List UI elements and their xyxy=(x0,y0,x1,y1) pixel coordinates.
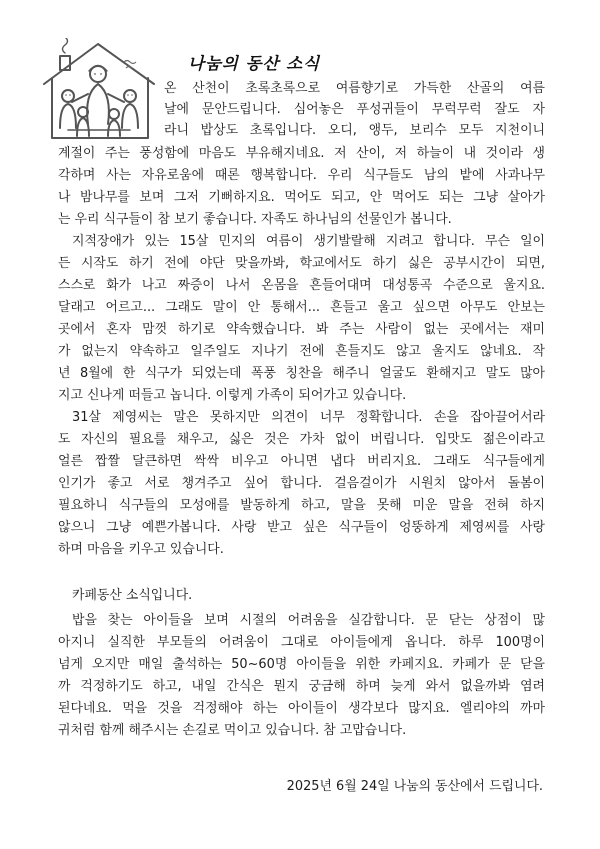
body-line: 라니 밥상도 초록입니다. 오디, 앵두, 보리수 모두 지천이니 xyxy=(164,123,545,138)
body-line: 31살 제영씨는 말은 못하지만 의견이 너무 정확합니다. 손을 잡아끌어서라 xyxy=(72,410,545,425)
body-line: 인기가 좋고 서로 챙겨주고 싶어 합니다. 걸음걸이가 시원치 않아서 돌봄이 xyxy=(58,476,545,491)
body-line: 가 없는지 약속하고 일주일도 지나기 전에 흔들지도 않고 울지도 않네요. 작 xyxy=(58,344,545,359)
body-line: 계절이 주는 풍성함에 마음도 부유해지네요. 저 산이, 저 하늘이 내 것이라 생 xyxy=(58,146,545,161)
body-line: 곳에서 혼자 맘껏 하기로 약속했습니다. 봐 주는 사람이 없는 곳에서는 재미 xyxy=(58,322,545,337)
body-line: 까 걱정하기도 하고, 내일 간식은 뭔지 궁금해 하며 늦게 와서 없을까봐 염려 xyxy=(58,679,545,694)
body-line: 스스로 화가 나고 짜증이 나서 온몸을 흔들어대며 대성통곡 수준으로 울지요. xyxy=(58,278,545,293)
body-line: 든 시작도 하기 전에 야단 맞을까봐, 학교에서도 하기 싫은 공부시간이 되면, xyxy=(58,256,545,271)
body-line: 년 8월에 한 식구가 되었는데 폭풍 칭찬을 해주니 얼굴도 환해지고 말도 많아 xyxy=(58,366,545,381)
page-title: 나눔의 동산 소식 xyxy=(188,54,321,73)
body-line: 지고 신나게 떠들고 놉니다. 이렇게 가족이 되어가고 있습니다. xyxy=(58,388,407,403)
signature-line: 2025년 6월 24일 나눔의 동산에서 드립니다. xyxy=(286,779,543,794)
body-line: 날에 문안드립니다. 심어놓은 푸성귀들이 무럭무럭 잘도 자 xyxy=(164,102,545,117)
body-line: 된다네요. 먹을 것을 걱정해야 하는 아이들이 생각보다 많지요. 엘리야의 까마 xyxy=(58,701,545,716)
body-line: 지적장애가 있는 15살 민지의 여름이 생기발랄해 지려고 합니다. 무슨 일이 xyxy=(72,234,545,249)
body-line: 넘게 오지만 매일 출석하는 50~60명 아이들을 위한 카페지요. 카페가 문 닫을 xyxy=(58,657,545,672)
body-line: 온 산천이 초록초록으로 여름향기로 가득한 산골의 여름 xyxy=(164,81,545,96)
body-line: 는 우리 식구들이 참 보기 좋습니다. 자족도 하나님의 선물인가 봅니다. xyxy=(58,212,452,227)
body-line: 않으니 그냥 예쁜가봅니다. 사랑 받고 싶은 식구들이 엉뚱하게 제영씨를 사랑 xyxy=(58,520,545,535)
house-family-icon xyxy=(38,38,160,144)
body-line: 각하며 사는 자유로움에 때론 행복합니다. 우리 식구들도 남의 밭에 사과나무 xyxy=(58,168,545,183)
body-line: 도 자신의 필요를 채우고, 싫은 것은 가차 없이 버립니다. 입맛도 젊은이라고 xyxy=(58,432,545,447)
body-line: 밥을 찾는 아이들을 보며 시절의 어려움을 실감합니다. 문 닫는 상점이 많 xyxy=(72,613,545,628)
body-line: 귀처럼 함께 해주시는 손길로 먹이고 있습니다. 참 고맙습니다. xyxy=(58,723,407,738)
body-line: 달래고 어르고... 그래도 말이 안 통해서... 흔들고 울고 싶으면 아무도 안보는 xyxy=(58,300,545,315)
body-line: 하며 마음을 키우고 있습니다. xyxy=(58,542,224,557)
body-line: 나 밤나무를 보며 그저 기뻐하지요. 먹어도 되고, 안 먹어도 되는 그냥 살아가 xyxy=(58,190,545,205)
body-line: 아지니 실직한 부모들의 어려움이 그대로 아이들에게 옵니다. 하루 100명이 xyxy=(58,635,545,650)
section-heading: 카페동산 소식입니다. xyxy=(72,588,193,603)
body-line: 필요하니 식구들의 모성애를 발동하게 하고, 말을 못해 미운 말을 전혀 하지 xyxy=(58,498,545,513)
body-line: 얼른 짭짤 달큰하면 싹싹 비우고 아니면 냅다 버리지요. 그래도 식구들에게 xyxy=(58,454,545,469)
